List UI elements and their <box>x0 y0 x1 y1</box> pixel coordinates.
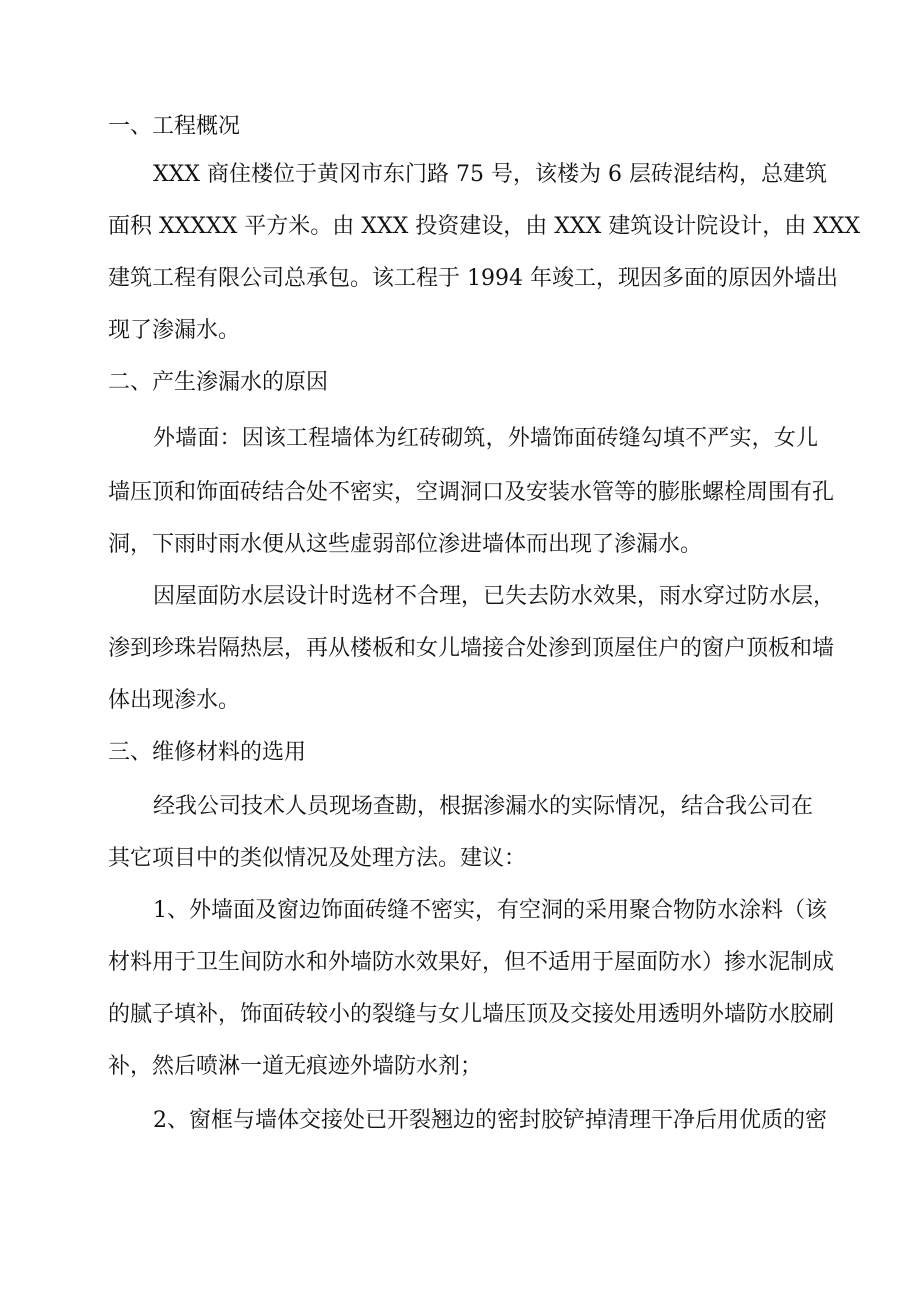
paragraph-line: 的腻子填补，饰面砖较小的裂缝与女儿墙压顶及交接处用透明外墙防水胶刷 <box>108 1002 835 1027</box>
section-heading: 二、产生渗漏水的原因 <box>108 370 329 395</box>
paragraph-line: 1、外墙面及窗边饰面砖缝不密实，有空洞的采用聚合物防水涂料（该 <box>153 898 827 923</box>
paragraph-line: 面积 XXXXX 平方米。由 XXX 投资建设，由 XXX 建筑设计院设计，由 XXX <box>108 214 861 239</box>
paragraph-line: 墙压顶和饰面砖结合处不密实，空调洞口及安装水管等的膨胀螺栓周围有孔 <box>108 480 835 505</box>
paragraph-line: 2、窗框与墙体交接处已开裂翘边的密封胶铲掉清理干净后用优质的密 <box>153 1108 827 1133</box>
paragraph-line: 渗到珍珠岩隔热层，再从楼板和女儿墙接合处渗到顶屋住户的窗户顶板和墙 <box>108 636 835 661</box>
paragraph-line: 体出现渗水。 <box>108 688 241 713</box>
paragraph-line: 其它项目中的类似情况及处理方法。建议： <box>108 846 527 871</box>
paragraph-line: 经我公司技术人员现场查勘，根据渗漏水的实际情况，结合我公司在 <box>153 794 814 819</box>
paragraph-line: XXX 商住楼位于黄冈市东门路 75 号，该楼为 6 层砖混结构，总建筑 <box>153 162 827 187</box>
paragraph-line: 外墙面：因该工程墙体为红砖砌筑，外墙饰面砖缝勾填不严实，女儿 <box>153 426 818 451</box>
paragraph-line: 因屋面防水层设计时选材不合理，已失去防水效果，雨水穿过防水层， <box>153 584 836 609</box>
paragraph-line: 材料用于卫生间防水和外墙防水效果好，但不适用于屋面防水）掺水泥制成 <box>108 950 835 975</box>
paragraph-line: 建筑工程有限公司总承包。该工程于 1994 年竣工，现因多面的原因外墙出 <box>108 266 838 291</box>
section-heading: 一、工程概况 <box>108 114 241 139</box>
paragraph-line: 现了渗漏水。 <box>108 318 241 343</box>
paragraph-line: 洞，下雨时雨水便从这些虚弱部位渗进墙体而出现了渗漏水。 <box>108 532 703 557</box>
section-heading: 三、维修材料的选用 <box>108 740 307 765</box>
paragraph-line: 补，然后喷淋一道无痕迹外墙防水剂； <box>108 1054 483 1079</box>
